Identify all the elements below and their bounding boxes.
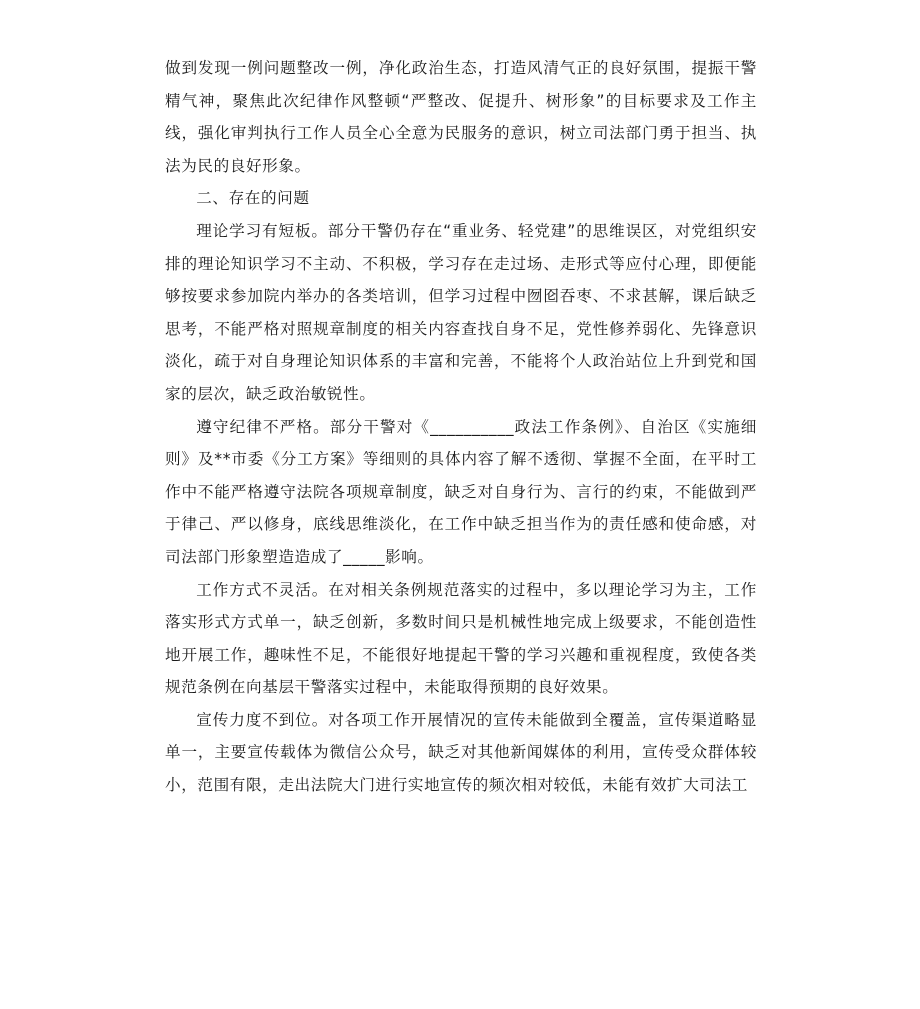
paragraph-publicity: 宣传力度不到位。对各项工作开展情况的宣传未能做到全覆盖，宣传渠道略显单一，主要宣传载体为微信公众号，缺乏对其他新闻媒体的利用，宣传受众群体较小，范围有限，走出法院大门进行实地宣传的频次相对较低，未能有效扩大司法工 [165, 710, 757, 795]
paragraph-theory-study: 理论学习有短板。部分干警仍存在“重业务、轻党建”的思维误区，对党组织安排的理论知识学习不主动、不积极，学习存在走过场、走形式等应付心理，即便能够按要求参加院内举办的各类培训，但学习过程中囫囵吞枣、不求甚解，课后缺乏思考，不能严格对照规章制度的相关内容查找自身不足，党性修养弱化、先锋意识淡化，疏于对自身理论知识体系的丰富和完善，不能将个人政治站位上升到党和国家的层次，缺乏政治敏锐性。 [165, 221, 757, 403]
section-heading: 二、存在的问题 [196, 189, 310, 208]
paragraph-discipline: 遵守纪律不严格。部分干警对《__________政法工作条例》、自治区《实施细则》及**市委《分工方案》等细则的具体内容了解不透彻、掌握不全面，在平时工作中不能严格遵守法院各项规章制度，缺乏对自身行为、言行的约束，不能做到严于律己、严以修身，底线思维淡化，在工作中缺乏担当作为的责任感和使命感，对司法部门形象塑造造成了_____影响。 [165, 417, 757, 566]
document-page [165, 52, 757, 802]
paragraph-continuation: 做到发现一例问题整改一例，净化政治生态，打造风清气正的良好氛围，提振干警精气神，聚焦此次纪律作风整顿“严整改、促提升、树形象”的目标要求及工作主线，强化审判执行工作人员全心全意为民服务的意识，树立司法部门勇于担当、执法为民的良好形象。 [165, 59, 757, 175]
paragraph-work-method: 工作方式不灵活。在对相关条例规范落实的过程中，多以理论学习为主，工作落实形式方式单一，缺乏创新，多数时间只是机械性地完成上级要求，不能创造性地开展工作，趣味性不足，不能很好地提起干警的学习兴趣和重视程度，致使各类规范条例在向基层干警落实过程中，未能取得预期的良好效果。 [165, 580, 757, 697]
